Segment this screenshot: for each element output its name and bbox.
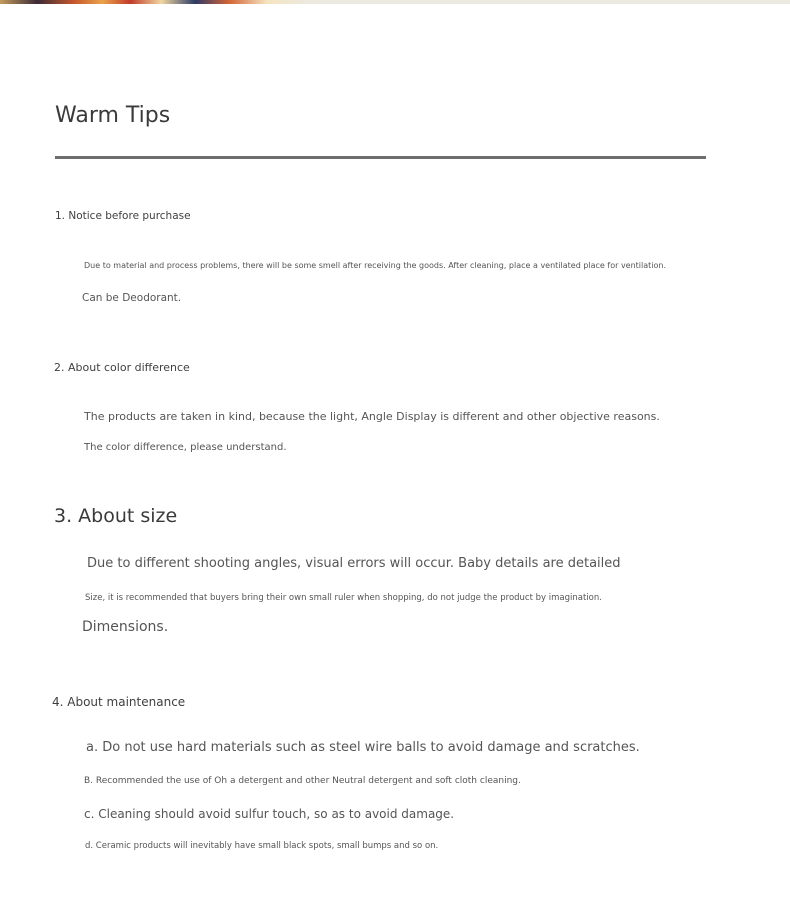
section-heading-maintenance: 4. About maintenance — [52, 695, 186, 709]
size-text-line-1: Due to different shooting angles, visual errors will occur. Baby details are detailed — [87, 556, 621, 571]
maintenance-item-a: a. Do not use hard materials such as steel wire balls to avoid damage and scratches. — [86, 740, 640, 755]
section-heading-size: 3. About size — [54, 505, 178, 527]
banner-artwork-strip — [0, 0, 310, 4]
maintenance-item-d: d. Ceramic products will inevitably have small black spots, small bumps and so on. — [85, 841, 439, 851]
section-heading-color: 2. About color difference — [54, 361, 190, 374]
maintenance-item-b: B. Recommended the use of Oh a detergent and other Neutral detergent and soft cloth cleaning. — [84, 776, 521, 786]
maintenance-item-c: c. Cleaning should avoid sulfur touch, so as to avoid damage. — [84, 807, 455, 821]
color-text-line-2: The color difference, please understand. — [84, 442, 287, 453]
title-divider — [55, 156, 706, 159]
color-text-line-1: The products are taken in kind, because the light, Angle Display is different and other objective reasons. — [84, 410, 660, 423]
notice-text-line-1: Due to material and process problems, there will be some smell after receiving the goods. After cleaning, place a ventilated place for ventilation. — [84, 261, 667, 270]
size-text-line-2: Size, it is recommended that buyers bring their own small ruler when shopping, do not judge the product by imagination. — [85, 593, 602, 603]
section-heading-notice: 1. Notice before purchase — [55, 210, 191, 222]
size-text-line-3: Dimensions. — [82, 619, 169, 635]
page-title: Warm Tips — [55, 103, 171, 128]
top-banner-image — [0, 0, 790, 4]
notice-text-line-2: Can be Deodorant. — [82, 292, 182, 304]
